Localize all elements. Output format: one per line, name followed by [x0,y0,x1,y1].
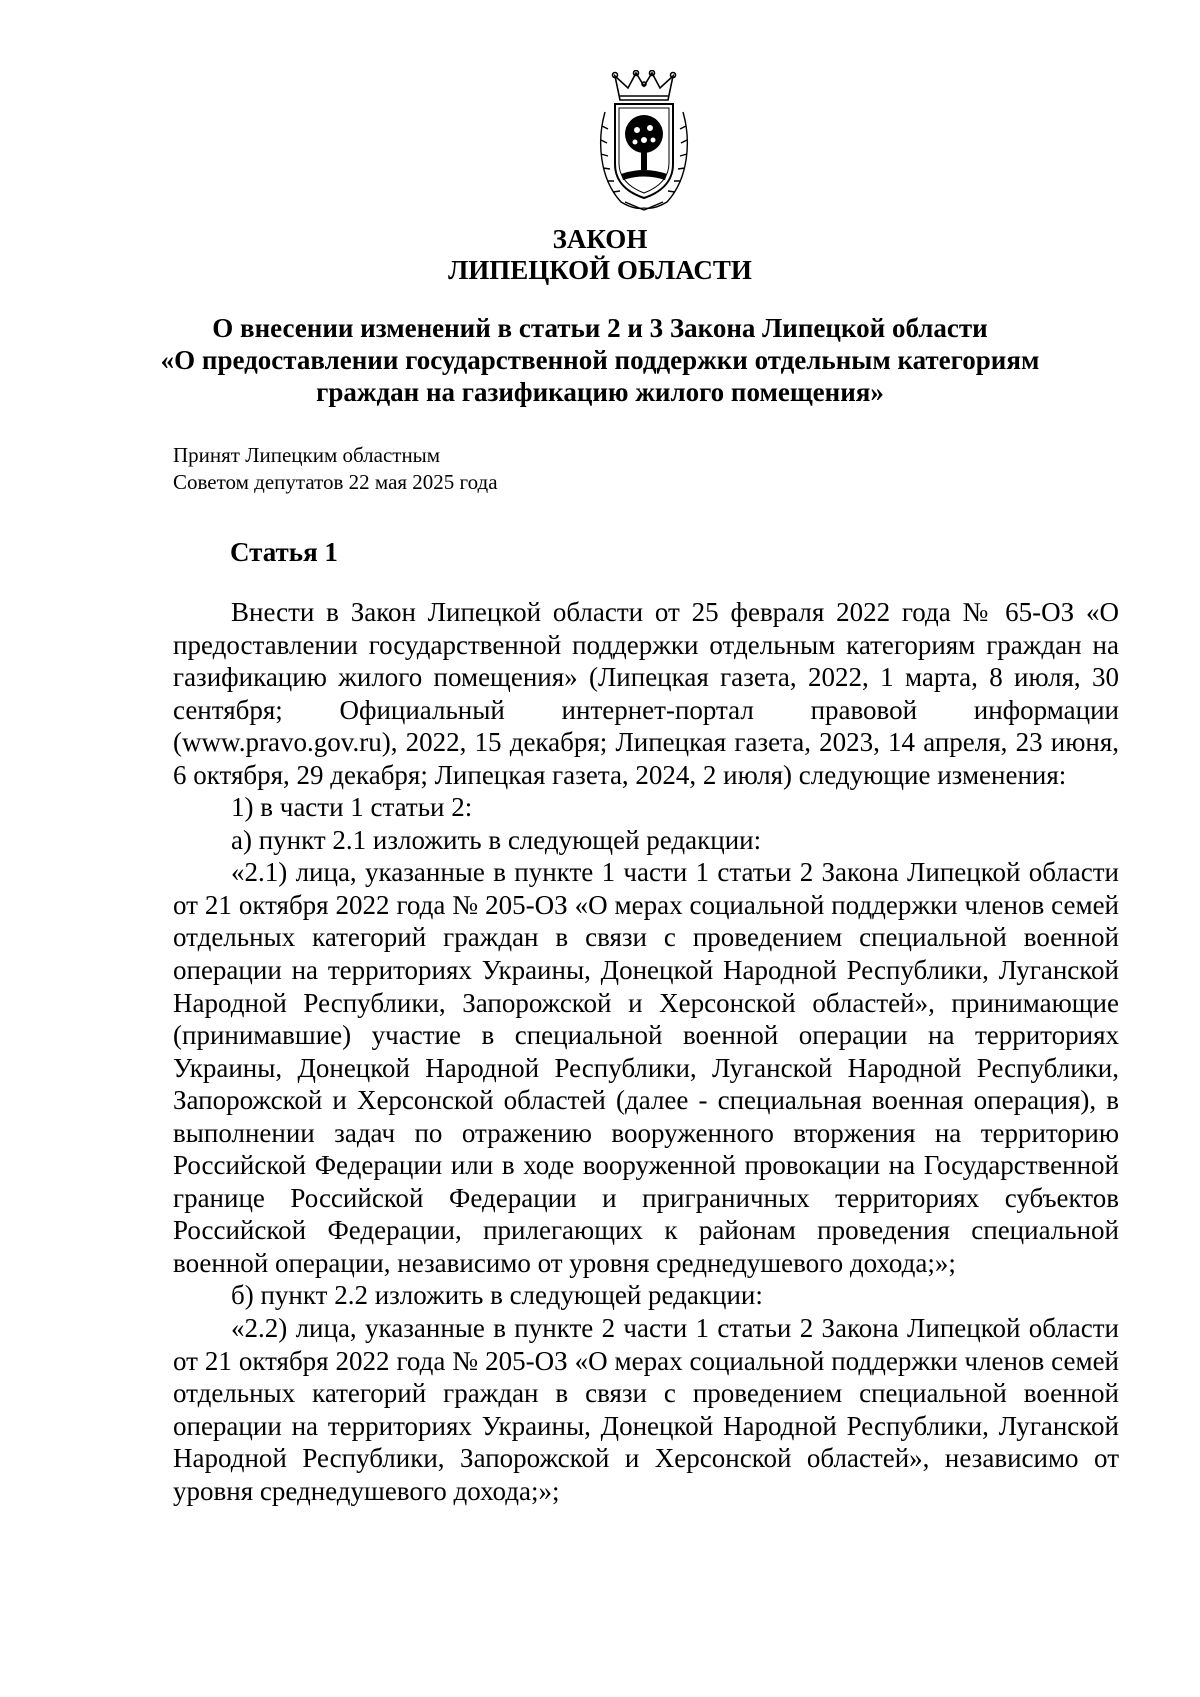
law-subject-title [150,312,1050,408]
adoption-note-line: Принят Липецким областным [173,443,441,467]
law-subject-line: граждан на газификацию жилого помещения» [316,377,884,407]
article-body [173,596,1119,1507]
region-title: ЛИПЕЦКОЙ ОБЛАСТИ [448,255,752,285]
adoption-note [173,442,498,496]
list-item: б) пункт 2.2 изложить в следующей редакции: [231,1280,763,1311]
law-subject-line: «О предоставлении государственной поддержки отдельным категориям [160,345,1040,375]
article-intro-paragraph: Внести в Закон Липецкой области от 25 февраля 2022 года № 65-ОЗ «О предоставлении государственной поддержки отдельным категориям граждан на газификацию жилого помещения» (Липецкая газета, 2022, 1 марта, 8 июля, 30 сентября; Официальный интернет-портал правовой информации (www.pravo.gov.ru), 2022, 15 декабря; Липецкая газета, 2023, 14 апреля, 23 июня, 6 октября, 29 декабря; Липецкая газета, 2024, 2 июля) следующие изменения: [173,597,1119,790]
list-item: 1) в части 1 статьи 2: [231,792,473,823]
law-title: ЗАКОН [552,224,648,254]
article-heading: Статья 1 [230,537,338,567]
adoption-note-line: Советом депутатов 22 мая 2025 года [173,470,498,494]
coat-of-arms-emblem [595,70,693,212]
law-subject-line: О внесении изменений в статьи 2 и 3 Закона Липецкой области [212,313,988,343]
quoted-amendment-paragraph: «2.2) лица, указанные в пункте 2 части 1 статьи 2 Закона Липецкой области от 21 октября 2022 года № 205-ОЗ «О мерах социальной поддержки членов семей отдельных категорий граждан в связи с проведением специальной военной операции на территориях Украины, Донецкой Народной Республики, Луганской Народной Республики, Запорожской и Херсонской областей», независимо от уровня среднедушевого дохода;»; [173,1313,1119,1506]
quoted-amendment-paragraph: «2.1) лица, указанные в пункте 1 части 1 статьи 2 Закона Липецкой области от 21 октября 2022 года № 205-ОЗ «О мерах социальной поддержки членов семей отдельных категорий граждан в связи с проведением специальной военной операции на территориях Украины, Донецкой Народной Республики, Луганской Народной Республики, Запорожской и Херсонской областей», принимающие (принимавшие) участие в специальной военной операции на территориях Украины, Донецкой Народной Республики, Луганской Народной Республики, Запорожской и Херсонской областей (далее - специальная военная операция), в выполнении задач по отражению вооруженного вторжения на территорию Российской Федерации или в ходе вооруженной провокации на Государственной границе Российской Федерации и приграничных территориях субъектов Российской Федерации, прилегающих к районам проведения специальной военной операции, независимо от уровня среднедушевого дохода;»; [173,857,1119,1278]
list-item: а) пункт 2.1 изложить в следующей редакции: [231,824,762,855]
